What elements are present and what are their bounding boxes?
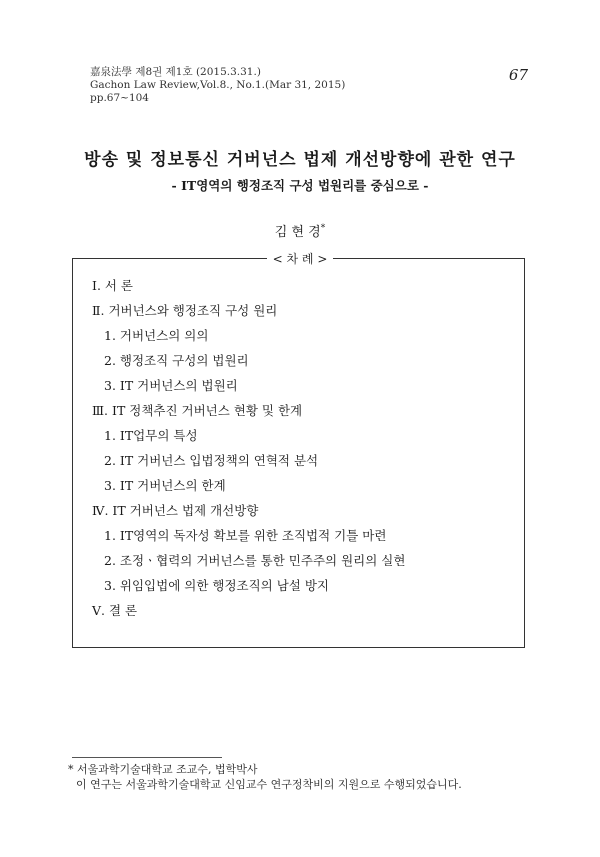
journal-header bbox=[90, 66, 345, 105]
page-range: pp.67~104 bbox=[90, 92, 149, 104]
toc-heading bbox=[0, 250, 600, 267]
toc-item: 2. IT 거버넌스 입법정책의 연혁적 분석 bbox=[104, 453, 319, 468]
toc-item: 1. IT영역의 독자성 확보를 위한 조직법적 기틀 마련 bbox=[104, 528, 387, 543]
journal-volume-line: Gachon Law Review,Vol.8., No.1.(Mar 31, 2015) bbox=[90, 79, 346, 91]
footnote-affiliation: * 서울과학기술대학교 조교수, 법학박사 bbox=[68, 763, 258, 776]
author-text: 김 현 경 bbox=[274, 225, 321, 240]
chevron-right-icon: > bbox=[317, 252, 328, 266]
chevron-left-icon: < bbox=[272, 252, 283, 266]
footnote-funding: 이 연구는 서울과학기술대학교 신임교수 연구정착비의 지원으로 수행되었습니다. bbox=[76, 778, 462, 791]
toc-item: 3. IT 거버넌스의 한계 bbox=[104, 478, 226, 493]
toc-item: 3. IT 거버넌스의 법원리 bbox=[104, 378, 238, 393]
toc-item: 2. 행정조직 구성의 법원리 bbox=[104, 353, 249, 368]
page-number: 67 bbox=[508, 66, 528, 84]
toc-item: Ⅴ. 결 론 bbox=[92, 603, 138, 618]
paper-title: 방송 및 정보통신 거버넌스 법제 개선방향에 관한 연구 bbox=[84, 150, 516, 170]
toc-item: 1. IT업무의 특성 bbox=[104, 428, 198, 443]
author-footnote-mark: * bbox=[320, 223, 326, 234]
toc-item: Ⅳ. IT 거버넌스 법제 개선방향 bbox=[92, 503, 259, 518]
footnote bbox=[68, 762, 462, 792]
toc-item: 1. 거버넌스의 의의 bbox=[104, 328, 209, 343]
toc-item: 3. 위임입법에 의한 행정조직의 남설 방지 bbox=[104, 578, 329, 593]
author-name bbox=[0, 221, 600, 240]
toc-item: Ⅲ. IT 정책추진 거버넌스 현황 및 한계 bbox=[92, 403, 303, 418]
paper-subtitle: - IT영역의 행정조직 구성 법원리를 중심으로 - bbox=[171, 178, 429, 193]
journal-title-line: 嘉泉法學 제8권 제1호 (2015.3.31.) bbox=[90, 66, 261, 78]
toc-item: Ⅰ. 서 론 bbox=[92, 278, 134, 293]
toc-label-text: 차 례 bbox=[286, 252, 314, 266]
toc-item: Ⅱ. 거버넌스와 행정조직 구성 원리 bbox=[92, 303, 278, 318]
toc-item: 2. 조정ㆍ협력의 거버넌스를 통한 민주주의 원리의 실현 bbox=[104, 553, 406, 568]
footnote-rule bbox=[72, 757, 222, 758]
